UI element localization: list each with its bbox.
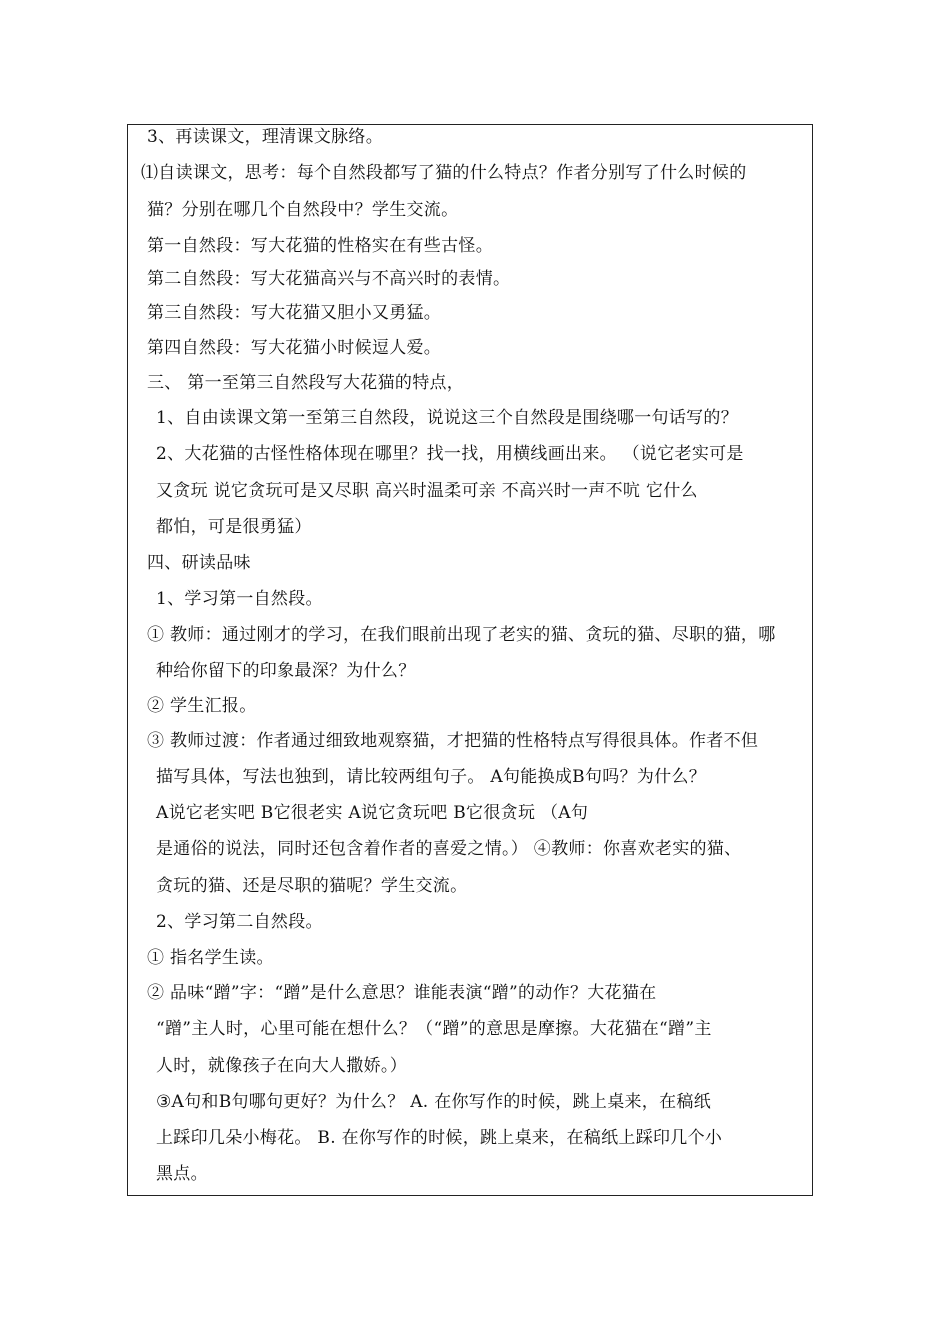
- text-line: 黑点。: [156, 1164, 208, 1184]
- text-line: 第三自然段：写大花猫又胆小又勇猛。: [147, 303, 442, 323]
- text-line: 贪玩的猫、还是尽职的猫呢？学生交流。: [156, 876, 468, 896]
- text-line: 都怕，可是很勇猛）: [156, 517, 312, 537]
- text-line: 猫？分别在哪几个自然段中？学生交流。: [147, 200, 459, 220]
- text-line: ② 学生汇报。: [147, 696, 257, 716]
- section-heading: 四、研读品味: [147, 553, 251, 573]
- document-frame: [127, 124, 813, 1196]
- text-line: 3、再读课文，理清课文脉络。: [147, 127, 384, 147]
- text-line: 1、自由读课文第一至第三自然段，说说这三个自然段是围绕哪一句话写的？: [156, 408, 739, 428]
- text-line: A说它老实吧 B它很老实 A说它贪玩吧 B它很贪玩 （A句: [156, 803, 589, 823]
- text-line: 1、学习第一自然段。: [156, 589, 323, 609]
- text-line: 第二自然段：写大花猫高兴与不高兴时的表情。: [147, 269, 511, 289]
- text-line: ① 教师：通过刚才的学习，在我们眼前出现了老实的猫、贪玩的猫、尽职的猫，哪: [147, 625, 776, 645]
- text-line: 又贪玩 说它贪玩可是又尽职 高兴时温柔可亲 不高兴时一声不吭 它什么: [156, 481, 698, 501]
- text-line: 是通俗的说法，同时还包含着作者的喜爱之情。） ④教师：你喜欢老实的猫、: [156, 839, 742, 859]
- text-line: 种给你留下的印象最深？为什么？: [156, 661, 416, 681]
- text-line: 第一自然段：写大花猫的性格实在有些古怪。: [147, 236, 493, 256]
- text-line: ② 品味“蹭”字：“蹭”是什么意思？谁能表演“蹭”的动作？大花猫在: [147, 983, 657, 1003]
- text-line: ③ 教师过渡：作者通过细致地观察猫，才把猫的性格特点写得很具体。作者不但: [147, 731, 759, 751]
- section-heading: 三、 第一至第三自然段写大花猫的特点，: [147, 373, 465, 393]
- text-line: 描写具体，写法也独到，请比较两组句子。 A句能换成B句吗？为什么？: [156, 767, 707, 787]
- text-line: “蹭”主人时，心里可能在想什么？（“蹭”的意思是摩擦。大花猫在“蹭”主: [156, 1019, 712, 1039]
- text-line: 2、学习第二自然段。: [156, 912, 323, 932]
- text-line: ⑴自读课文，思考：每个自然段都写了猫的什么特点？作者分别写了什么时候的: [141, 163, 747, 183]
- text-line: 第四自然段：写大花猫小时候逗人爱。: [147, 338, 442, 358]
- text-line: ① 指名学生读。: [147, 948, 274, 968]
- text-line: 上踩印几朵小梅花。 B. 在你写作的时候，跳上桌来，在稿纸上踩印几个小: [156, 1128, 723, 1148]
- text-line: 2、大花猫的古怪性格体现在哪里？找一找，用横线画出来。 （说它老实可是: [156, 444, 744, 464]
- text-line: 人时，就像孩子在向大人撒娇。）: [156, 1056, 407, 1076]
- text-line: ③A句和B句哪句更好？为什么？ A. 在你写作的时候，跳上桌来，在稿纸: [156, 1092, 711, 1112]
